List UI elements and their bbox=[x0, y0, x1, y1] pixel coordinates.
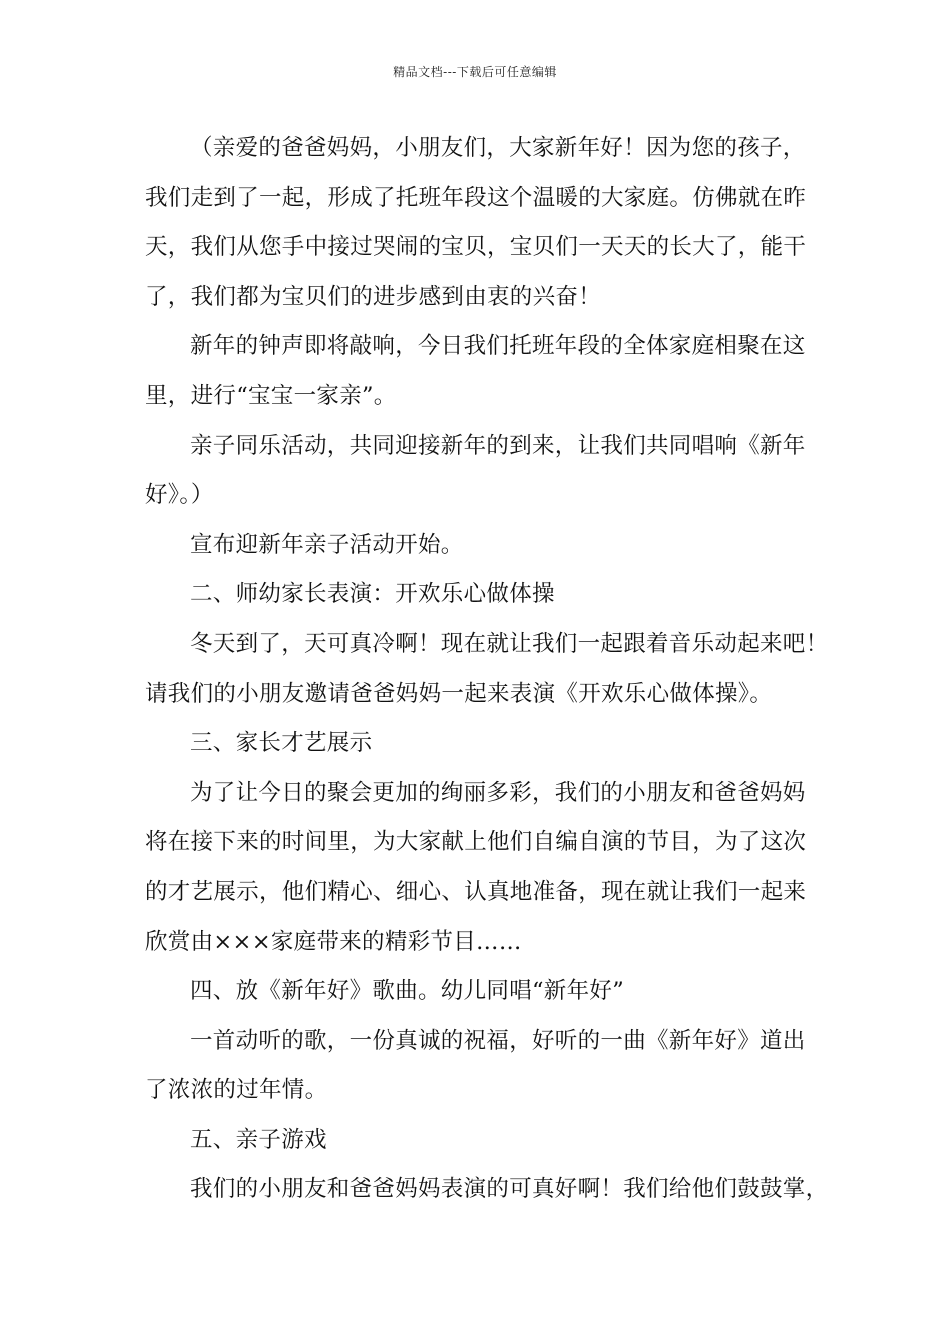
page-header: 精品文档---下载后可任意编辑 bbox=[393, 65, 557, 79]
text-line: 天，我们从您手中接过哭闹的宝贝，宝贝们一天天的长大了，能干 bbox=[145, 234, 807, 261]
text-line: 请我们的小朋友邀请爸爸妈妈一起来表演《开欢乐心做体操》。 bbox=[145, 680, 773, 707]
text-line: 冬天到了，天可真冷啊！现在就让我们一起跟着音乐动起来吧！ bbox=[190, 630, 829, 657]
text-line: 了浓浓的过年情。 bbox=[145, 1077, 328, 1104]
text-line: 为了让今日的聚会更加的绚丽多彩，我们的小朋友和爸爸妈妈 bbox=[190, 779, 806, 806]
section-heading: 四、放《新年好》歌曲。幼儿同唱“新年好” bbox=[190, 978, 625, 1005]
text-line: 宣布迎新年亲子活动开始。 bbox=[190, 531, 464, 558]
text-line: （亲爱的爸爸妈妈，小朋友们，大家新年好！因为您的孩子， bbox=[190, 135, 806, 161]
section-heading: 三、家长才艺展示 bbox=[190, 730, 373, 757]
text-line: 新年的钟声即将敲响，今日我们托班年段的全体家庭相聚在这 bbox=[190, 333, 806, 360]
text-line: 好》。） bbox=[145, 482, 214, 509]
text-line: 里，进行“宝宝一家亲”。 bbox=[145, 382, 397, 409]
document-body bbox=[145, 124, 829, 1215]
text-line: 我们走到了一起，形成了托班年段这个温暖的大家庭。仿佛就在昨 bbox=[145, 184, 807, 211]
text-line: 了，我们都为宝贝们的进步感到由衷的兴奋！ bbox=[145, 283, 602, 310]
text-line: 欣赏由×××家庭带来的精彩节目…… bbox=[145, 928, 522, 955]
section-heading: 五、亲子游戏 bbox=[190, 1126, 327, 1153]
text-line: 一首动听的歌，一份真诚的祝福，好听的一曲《新年好》道出 bbox=[190, 1027, 806, 1054]
text-line: 亲子同乐活动，共同迎接新年的到来，让我们共同唱响《新年 bbox=[190, 432, 806, 459]
text-line: 我们的小朋友和爸爸妈妈表演的可真好啊！我们给他们鼓鼓掌， bbox=[190, 1176, 829, 1203]
text-line: 将在接下来的时间里，为大家献上他们自编自演的节目，为了这次 bbox=[145, 829, 807, 856]
section-heading: 二、师幼家长表演：开欢乐心做体操 bbox=[190, 581, 555, 608]
text-line: 的才艺展示，他们精心、细心、认真地准备，现在就让我们一起来 bbox=[145, 878, 807, 905]
